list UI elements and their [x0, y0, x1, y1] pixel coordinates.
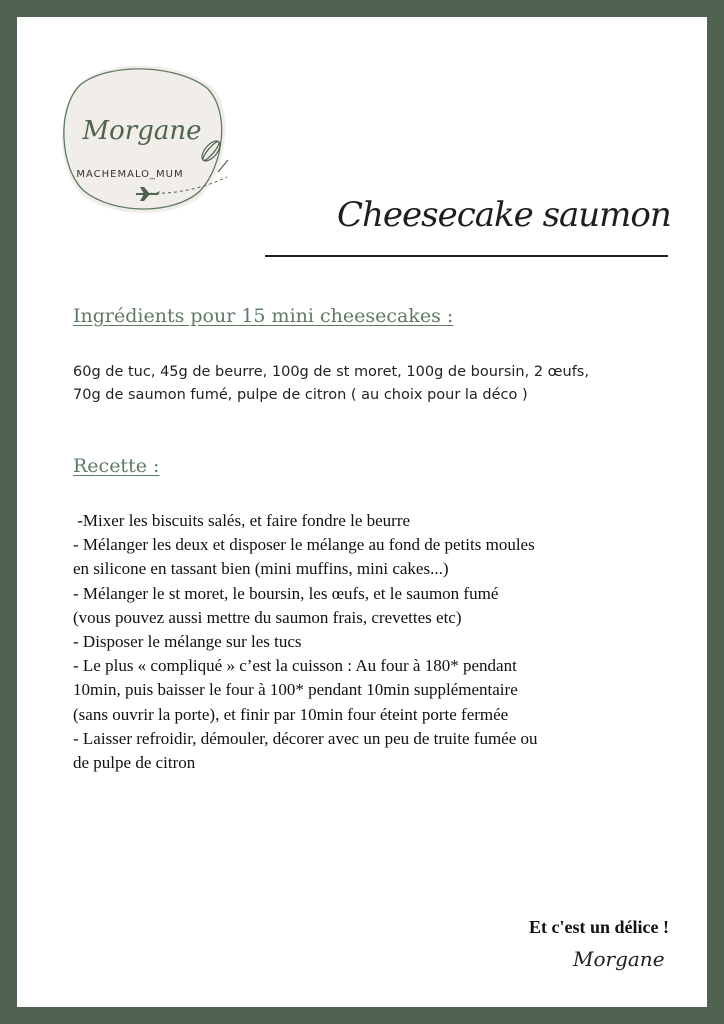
recipe-line: de pulpe de citron: [73, 753, 196, 773]
recipe-line: - Mélanger les deux et disposer le mélange au fond de petits moules: [73, 535, 535, 555]
recipe-line: - Le plus « compliqué » c’est la cuisson : Au four à 180* pendant: [73, 656, 517, 676]
recipe-line: - Laisser refroidir, démouler, décorer avec un peu de truite fumée ou: [73, 728, 538, 748]
recipe-line: - Disposer le mélange sur les tucs: [73, 632, 302, 652]
recipe-steps: [73, 509, 538, 775]
closing-text: Et c'est un délice !: [529, 917, 669, 937]
recipe-line: - Mélanger le st moret, le boursin, les œufs, et le saumon fumé: [73, 583, 499, 603]
recipe-line: -Mixer les biscuits salés, et faire fondre le beurre: [73, 511, 411, 530]
ingredients-heading: Ingrédients pour 15 mini cheesecakes :: [73, 305, 454, 327]
ingredients-line: 60g de tuc, 45g de beurre, 100g de st moret, 100g de boursin, 2 œufs,: [73, 364, 589, 380]
logo-script-name: Morgane: [82, 116, 202, 146]
brand-logo: [52, 57, 232, 222]
recipe-title: Cheesecake saumon: [337, 195, 671, 235]
ingredients-list: [73, 361, 589, 407]
recipe-line: en silicone en tassant bien (mini muffins, mini cakes...): [73, 559, 449, 579]
signature: Morgane: [573, 947, 665, 971]
title-underline: [265, 255, 668, 257]
ingredients-line: 70g de saumon fumé, pulpe de citron ( au choix pour la déco ): [73, 387, 528, 403]
recipe-heading: Recette :: [73, 455, 160, 477]
recipe-card: [17, 17, 707, 1007]
recipe-line: 10min, puis baisser le four à 100* pendant 10min supplémentaire: [73, 680, 518, 700]
logo-handle: MACHEMALO_MUM: [76, 169, 184, 180]
recipe-line: (sans ouvrir la porte), et finir par 10min four éteint porte fermée: [73, 704, 509, 724]
recipe-line: (vous pouvez aussi mettre du saumon frais, crevettes etc): [73, 607, 462, 627]
